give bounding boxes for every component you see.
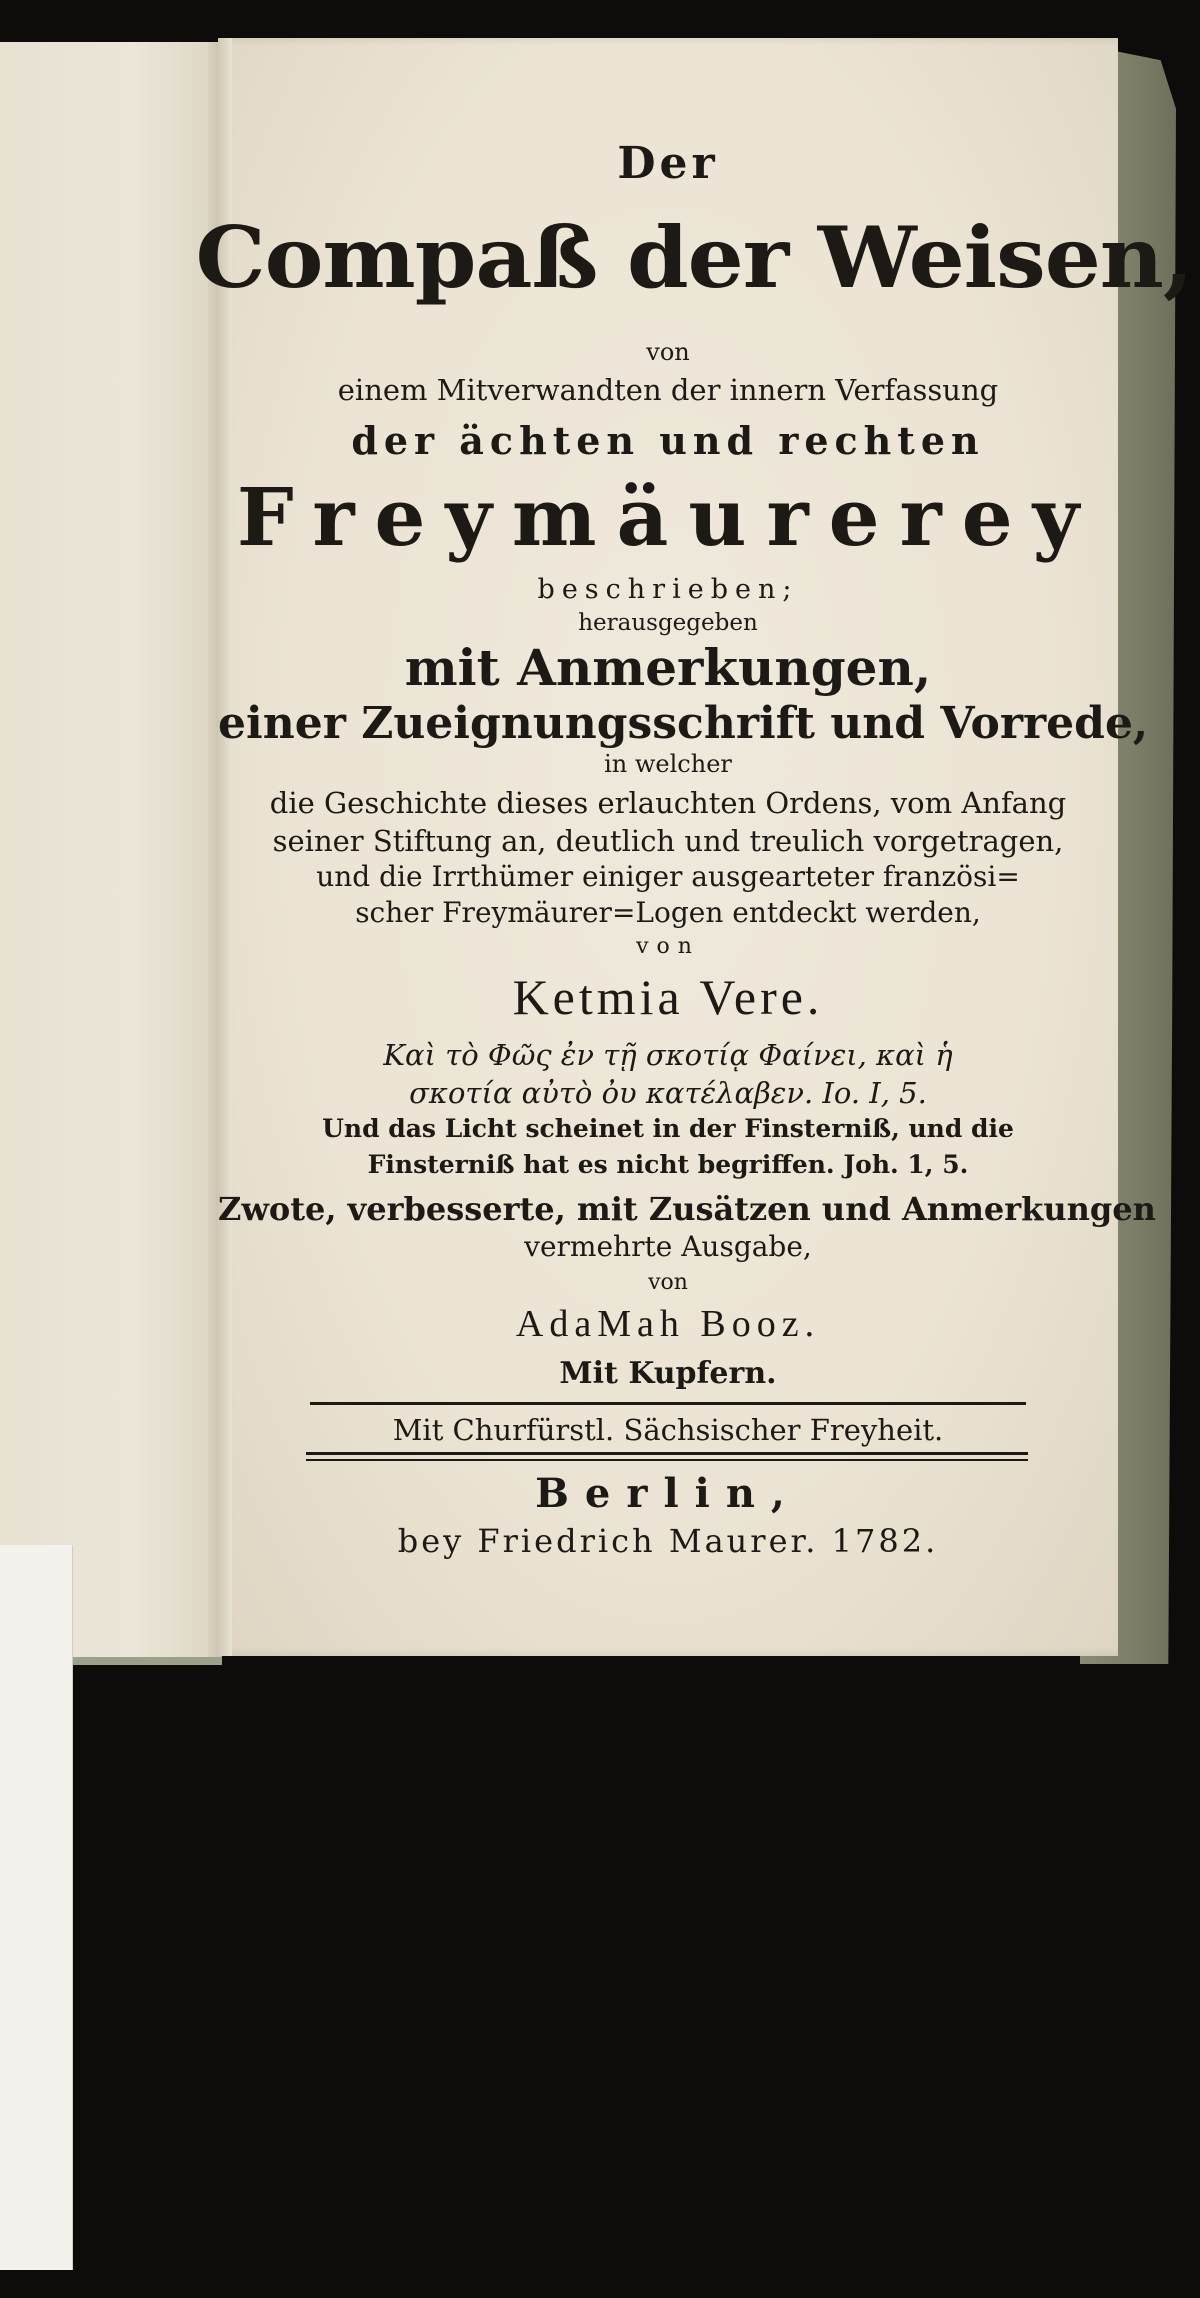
von-line-2: von xyxy=(636,934,700,959)
edition-line-2: vermehrte Ausgabe, xyxy=(524,1230,812,1263)
mitverwandten-line: einem Mitverwandten der innern Verfassung xyxy=(337,373,999,407)
paper-slip xyxy=(0,1545,73,2270)
title-article: Der xyxy=(617,138,719,189)
greek-motto-line-1: Καὶ τὸ Φῶς ἐν τῇ σκοτίᾳ Φαίνει, καὶ ἡ xyxy=(383,1038,953,1072)
geschichte-line-3: und die Irrthümer einiger ausgearteter französi= xyxy=(316,860,1020,893)
edition-line-1: Zwote, verbesserte, mit Zusätzen und Anmerkungen xyxy=(218,1190,1156,1228)
freymaurerey-title: Freymäurerey xyxy=(236,470,1100,564)
von-line-3: von xyxy=(648,1270,688,1295)
rule-top xyxy=(310,1402,1026,1405)
von-line-1: von xyxy=(646,338,690,366)
greek-motto-line-2: σκοτία αὐτὸ ὀυ κατέλαβεν. Io. I, 5. xyxy=(409,1076,927,1110)
left-page xyxy=(0,42,222,1665)
beschrieben-line: beschrieben; xyxy=(537,574,799,605)
editor-name: AdaMah Booz. xyxy=(515,1303,821,1345)
in-welcher-line: in welcher xyxy=(604,750,732,778)
german-motto-line-1: Und das Licht scheinet in der Finsterniß, und die xyxy=(322,1114,1014,1143)
geschichte-line-2: seiner Stiftung an, deutlich und treulich vorgetragen, xyxy=(272,824,1064,858)
main-title: Compaß der Weisen, xyxy=(195,208,1193,307)
kupfern-line: Mit Kupfern. xyxy=(559,1356,777,1391)
geschichte-line-1: die Geschichte dieses erlauchten Ordens, vom Anfang xyxy=(269,786,1067,820)
imprint-city: Berlin, xyxy=(535,1470,801,1517)
rule-bottom-2 xyxy=(306,1459,1028,1461)
zueignung-line: einer Zueignungsschrift und Vorrede, xyxy=(218,698,1149,749)
german-motto-line-2: Finsterniß hat es nicht begriffen. Joh. 1, 5. xyxy=(367,1150,969,1179)
privilege-line: Mit Churfürstl. Sächsischer Freyheit. xyxy=(392,1413,944,1447)
title-page xyxy=(195,38,1193,1656)
rule-bottom-1 xyxy=(306,1452,1028,1455)
anmerkungen-line: mit Anmerkungen, xyxy=(404,638,932,697)
herausgegeben-line: herausgegeben xyxy=(578,610,758,636)
imprint-publisher: bey Friedrich Maurer. 1782. xyxy=(397,1522,939,1560)
author-name: Ketmia Vere. xyxy=(512,969,824,1025)
geschichte-line-4: scher Freymäurer=Logen entdeckt werden, xyxy=(355,896,981,929)
aechten-line: der ächten und rechten xyxy=(351,418,985,463)
